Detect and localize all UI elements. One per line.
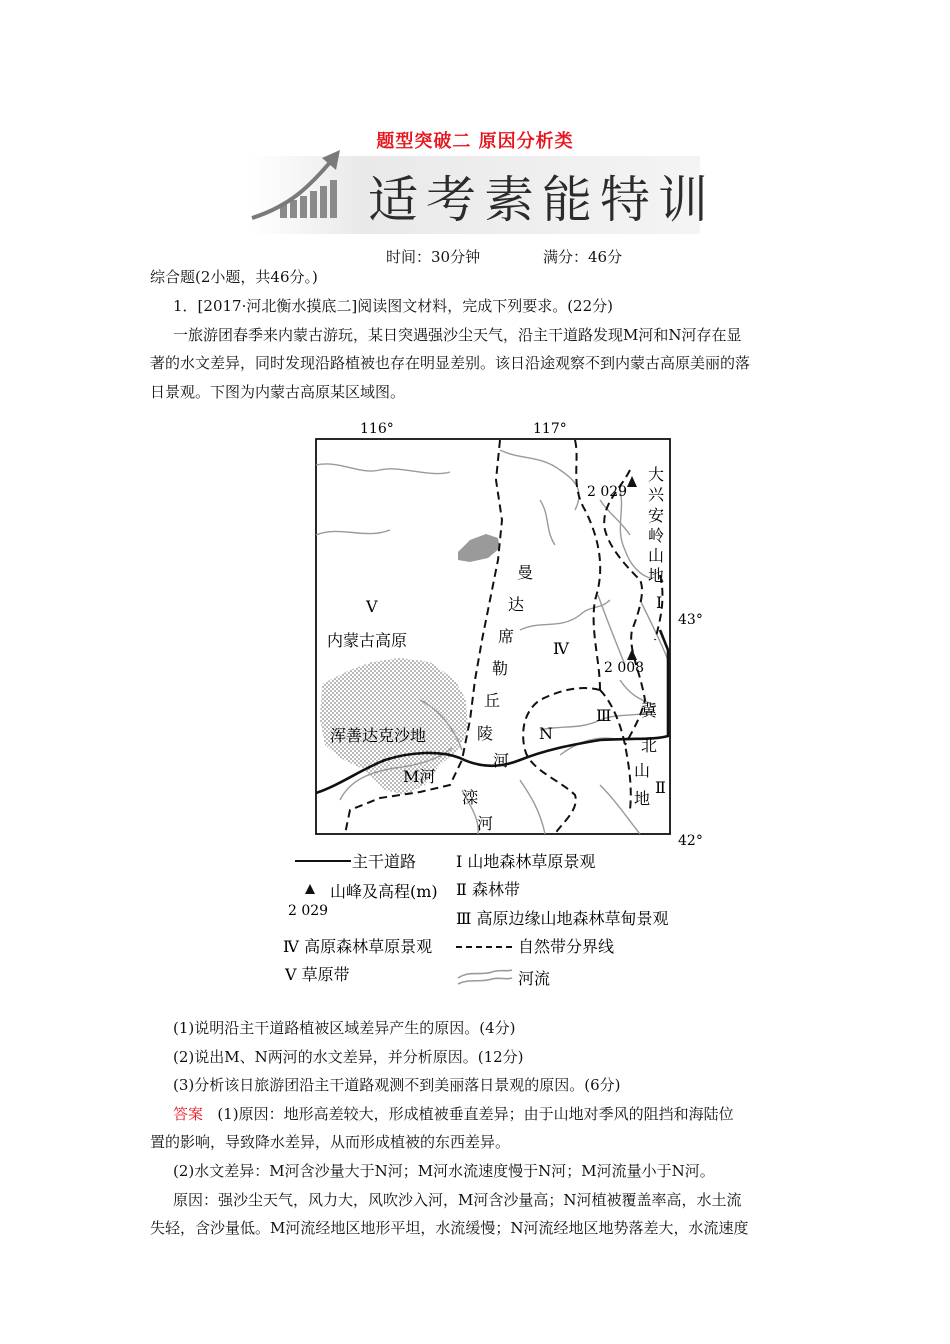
legend-peak-sample: 2 029 xyxy=(288,903,329,919)
svg-text:冀: 冀 xyxy=(641,701,658,720)
zone-i-label: Ⅰ xyxy=(656,593,663,612)
svg-text:曼: 曼 xyxy=(517,563,534,582)
sub-question-3: (3)分析该日旅游团沿主干道路观测不到美丽落日景观的原因。(6分) xyxy=(173,1076,621,1094)
lat-42-label: 42° xyxy=(678,833,703,849)
legend-zone-iv: Ⅳ 高原森林草原景观 xyxy=(283,937,433,956)
zone-iv-label: Ⅳ xyxy=(553,639,569,658)
m-river-label: M河 xyxy=(403,767,436,786)
luan-river-label: 滦 xyxy=(462,788,479,807)
answer-label: 答案 xyxy=(173,1105,204,1123)
lon-116-label: 116° xyxy=(360,421,394,437)
sandland-label: 浑善达克沙地 xyxy=(330,726,427,745)
answer-line-2: 置的影响，导致降水差异，从而形成植被的东西差异。 xyxy=(150,1133,511,1151)
legend-zone-v: V 草原带 xyxy=(285,965,350,984)
legend-zone-i: Ⅰ 山地森林草原景观 xyxy=(456,852,596,871)
zone-ii-label: Ⅱ xyxy=(655,778,666,797)
svg-text:大: 大 xyxy=(648,465,665,484)
banner-title: 适考素能特训 xyxy=(368,171,716,229)
lon-117-label: 117° xyxy=(533,421,567,437)
peak-height-label: 2 008 xyxy=(604,660,645,676)
sub-question-2: (2)说出M、N两河的水文差异，并分析原因。(12分) xyxy=(173,1048,524,1066)
legend-river-icon xyxy=(458,970,512,978)
svg-text:山: 山 xyxy=(648,546,665,565)
svg-text:地: 地 xyxy=(634,789,651,808)
material-line-3: 日景观。下图为内蒙古高原某区域图。 xyxy=(150,383,406,401)
legend-zone-ii: Ⅱ 森林带 xyxy=(456,880,520,899)
legend-road: 主干道路 xyxy=(352,852,417,871)
lat-43-label: 43° xyxy=(678,612,703,628)
answer-line-4: 原因：强沙尘天气，风力大，风吹沙入河，M河含沙量高；N河植被覆盖率高，水土流 xyxy=(173,1191,742,1209)
answer-1-text: (1)原因：地形高差较大，形成植被垂直差异；由于山地对季风的阻挡和海陆位 xyxy=(217,1105,734,1123)
region-map xyxy=(0,400,950,1020)
peak-height-label: 2 029 xyxy=(587,484,628,500)
svg-text:北: 北 xyxy=(641,736,658,755)
svg-text:陵: 陵 xyxy=(477,724,494,743)
river-he-label: 河 xyxy=(493,751,510,770)
material-line-2: 著的水文差异，同时发现沿路植被也存在明显差别。该日沿途观察不到内蒙古高原美丽的落 xyxy=(150,354,751,372)
svg-text:岭: 岭 xyxy=(648,526,665,545)
svg-text:勒: 勒 xyxy=(492,659,509,678)
time-limit: 时间：30分钟 xyxy=(386,248,481,266)
svg-text:地: 地 xyxy=(648,566,665,585)
legend-river: 河流 xyxy=(518,969,551,988)
section-title: 题型突破二 原因分析类 xyxy=(376,131,574,152)
intro-line: 综合题(2小题，共46分。) xyxy=(150,268,318,286)
svg-text:丘: 丘 xyxy=(484,691,501,710)
answer-line-3: (2)水文差异：M河含沙量大于N河；M河水流速度慢于N河；M河流量小于N河。 xyxy=(173,1162,715,1180)
question-stem: 1．[2017·河北衡水摸底二]阅读图文材料，完成下列要求。(22分) xyxy=(173,297,613,315)
svg-text:席: 席 xyxy=(498,627,515,646)
zone-v-label: V xyxy=(366,597,378,616)
plateau-label: 内蒙古高原 xyxy=(327,631,408,650)
svg-text:山: 山 xyxy=(634,761,651,780)
legend-boundary: 自然带分界线 xyxy=(518,937,615,956)
svg-text:安: 安 xyxy=(648,506,665,525)
legend-peak: 山峰及高程(m) xyxy=(330,882,438,901)
sub-question-1: (1)说明沿主干道路植被区域差异产生的原因。(4分) xyxy=(173,1019,516,1037)
legend-zone-iii: Ⅲ 高原边缘山地森林草甸景观 xyxy=(456,909,669,928)
answer-line-5: 失轻，含沙量低。M河流经地区地形平坦，水流缓慢；N河流经地区地势落差大，水流速度 xyxy=(150,1219,749,1237)
material-line-1: 一旅游团春季来内蒙古游玩，某日突遇强沙尘天气，沿主干道路发现M河和N河存在显 xyxy=(173,326,742,344)
luan-river-label: 河 xyxy=(477,814,494,833)
svg-text:达: 达 xyxy=(508,595,525,614)
legend-peak-icon xyxy=(305,884,315,894)
map-legend xyxy=(283,852,669,988)
n-river-label: N xyxy=(539,724,553,743)
zone-iii-label: Ⅲ xyxy=(596,706,612,725)
answer-line-1 xyxy=(173,1104,734,1125)
full-score: 满分：46分 xyxy=(543,248,623,266)
svg-text:兴: 兴 xyxy=(648,485,665,504)
